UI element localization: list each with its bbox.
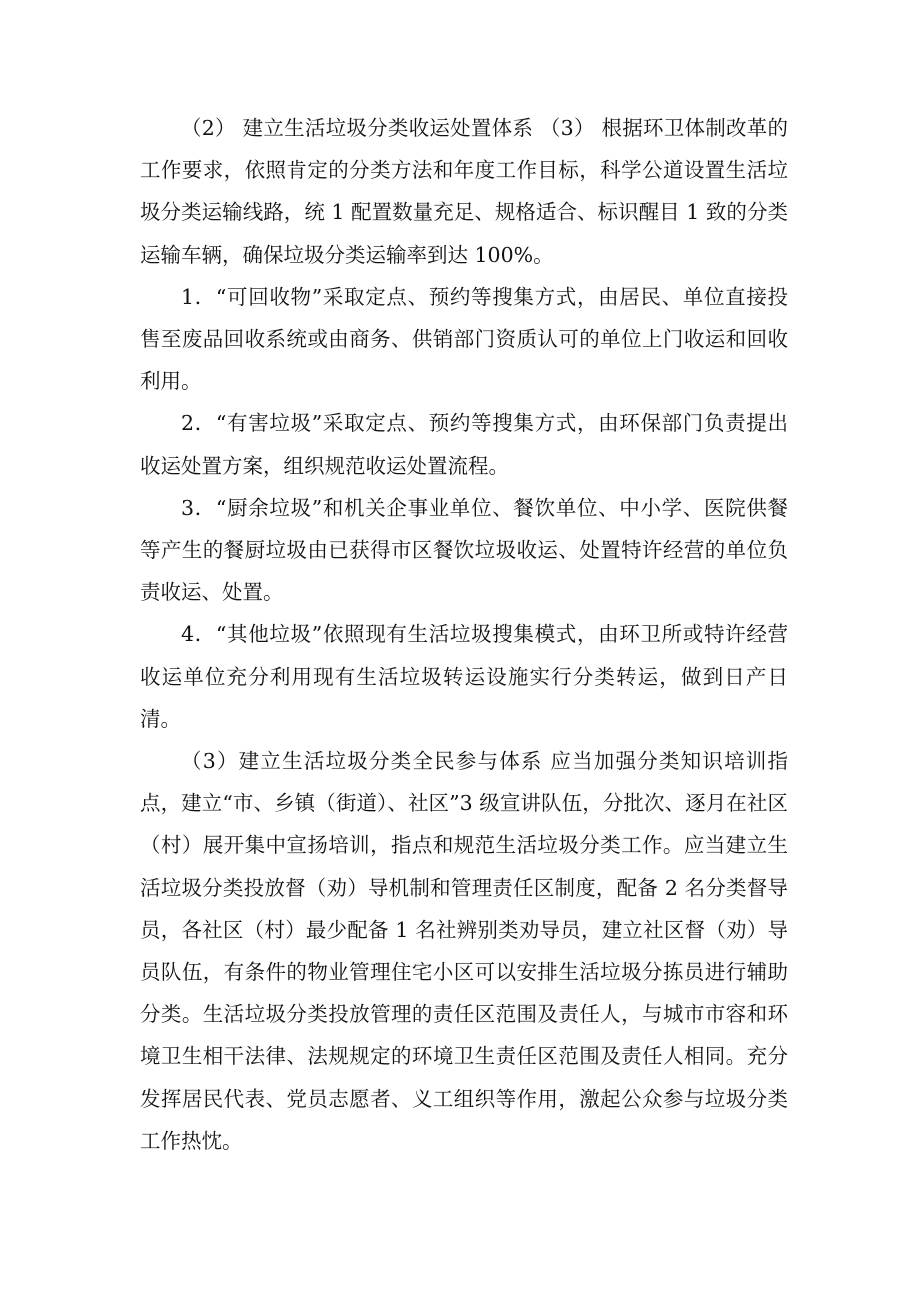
paragraph-collection-system: （2） 建立生活垃圾分类收运处置体系 （3） 根据环卫体制改革的工作要求，依照肯定的分类方法和年度工作目标，科学公道设置生活垃圾分类运输线路，统 1 配置数量充足、规格适合、标识醒目 1 致的分类运输车辆，确保垃圾分类运输率到达 100%。 (140, 116, 788, 267)
paragraph-public-participation: （3）建立生活垃圾分类全民参与体系 应当加强分类知识培训指点，建立“市、乡镇（街道）、社区”3 级宣讲队伍，分批次、逐月在社区（村）展开集中宣扬培训，指点和规范生活垃圾分类工作。应当建立生活垃圾分类投放督（劝）导机制和管理责任区制度，配备 2 名分类督导员，各社区（村）最少配备 1 名社辨别类劝导员，建立社区督（劝）导员队伍，有条件的物业管理住宅小区可以安排生活垃圾分拣员进行辅助分类。生活垃圾分类投放管理的责任区范围及责任人，与城市市容和环境卫生相干法律、法规规定的环境卫生责任区范围及责任人相同。充分发挥居民代表、党员志愿者、义工组织等作用，激起公众参与垃圾分类工作热忱。 (140, 749, 788, 1153)
paragraph-hazardous-waste: 2．“有害垃圾”采取定点、预约等搜集方式，由环保部门负责提出收运处置方案，组织规范收运处置流程。 (140, 411, 788, 478)
paragraph-kitchen-waste: 3．“厨余垃圾”和机关企事业单位、餐饮单位、中小学、医院供餐等产生的餐厨垃圾由已获得市区餐饮垃圾收运、处置特许经营的单位负责收运、处置。 (140, 495, 788, 605)
paragraph-other-waste: 4．“其他垃圾”依照现有生活垃圾搜集模式，由环卫所或特许经营收运单位充分利用现有生活垃圾转运设施实行分类转运，做到日产日清。 (140, 622, 788, 731)
document-body (140, 107, 788, 1162)
paragraph-recyclables: 1．“可回收物”采取定点、预约等搜集方式，由居民、单位直接投售至废品回收系统或由商务、供销部门资质认可的单位上门收运和回收利用。 (140, 284, 788, 394)
